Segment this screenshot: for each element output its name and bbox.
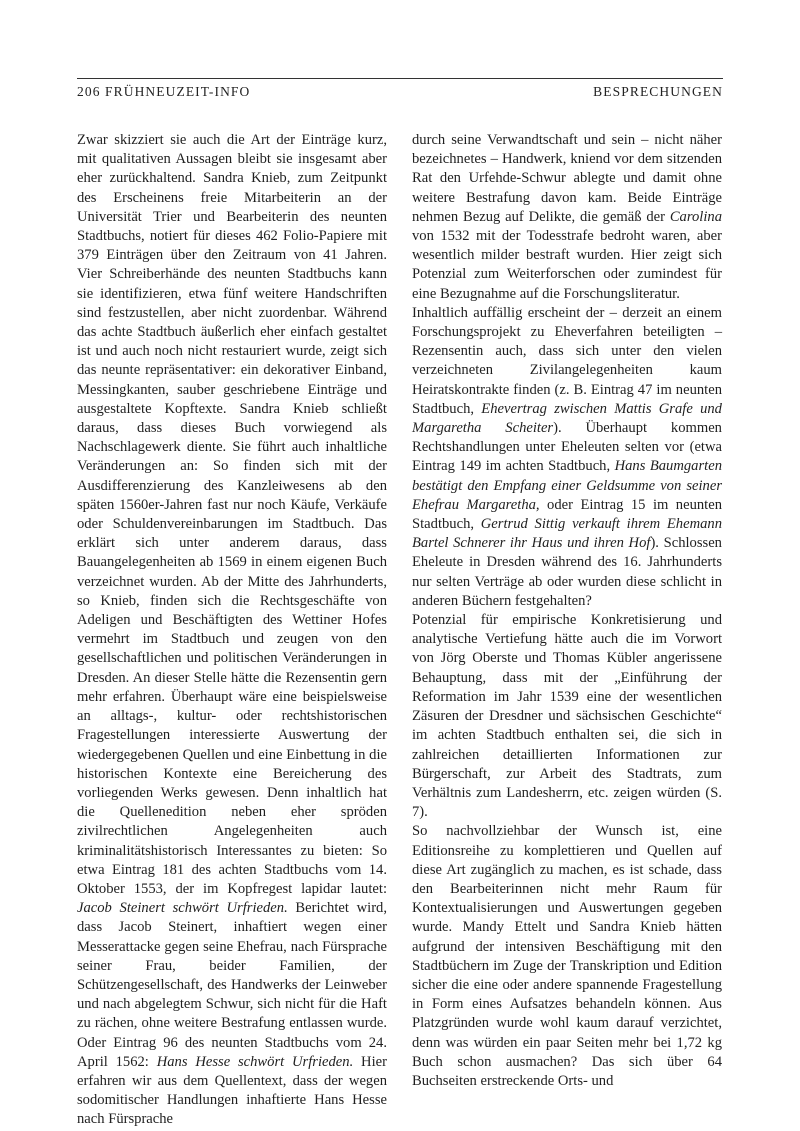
italic-regest: Gertrud Sittig verkauft ihrem Ehemann Bartel Schnerer ihr Haus und ihren Hof bbox=[412, 516, 722, 552]
text-run: von 1532 mit der Todesstrafe bedroht waren, aber wesentlich milder bestraft wurden. Hier zeigt sich Potenzial zum Weiterforschen oder zumindest für eine Bezugnahme auf die Forschungsliteratur. bbox=[412, 228, 722, 302]
text-run: Berichtet wird, dass Jacob Steinert, inhaftiert wegen einer Messerattacke gegen seine Ehefrau, nach Fürsprache seiner Frau, beider Familien, der Schützengesellschaft, des Handwerks der Leinweber und nach abgelegtem Schwur, sich nicht für die Haft zu rächen, ohne weitere Bestrafung entlassen wurde. Oder Eintrag 96 des neunten Stadtbuchs vom 24. April 1562: bbox=[77, 900, 387, 1070]
paragraph: Potenzial für empirische Konkretisierung und analytische Vertiefung hätte auch die im Vorwort von Jörg Oberste und Thomas Kübler angerissene Behauptung, dass mit der „Einführung der Reformation im Jahr 1539 eine der wesentlichen Zäsuren der Dresdner und sächsischen Geschichte“ im achten Stadtbuch enthalten sei, die sich in zahlreichen detaillierten Informationen zur Bürgerschaft, zur Arbeit des Stadtrats, zum Verhältnis zum Landesherrn, etc. zeigen würden (S. 7). bbox=[412, 612, 722, 821]
text-run: durch seine Verwandtschaft und sein – nicht näher bezeichnetes – Handwerk, kniend vor dem sitzenden Rat den Urfehde-Schwur ablegte und damit ohne weitere Bestrafung davon kam. Beide Einträge nehmen Bezug auf Delikte, die gemäß der bbox=[412, 132, 722, 225]
paragraph: So nachvollziehbar der Wunsch ist, eine Editionsreihe zu komplettieren und Quellen auf diese Art zugänglich zu machen, es ist schade, dass den Bearbeiterinnen nicht mehr Raum für Kontextualisierungen und Auswertungen gegeben wurde. Mandy Ettelt und Sandra Knieb hätten aufgrund der intensiven Beschäftigung mit den Stadtbüchern im Zuge der Transkription und Edition sicher die eine oder andere spannende Fragestellung in Form eines Aufsatzes behandeln können. Aus Platzgründen wurde wohl kaum darauf verzichtet, denn was würden ein paar Seiten mehr bei 1,72 kg Buch schon ausmachen? Das sich über 64 Buchseiten erstreckende Orts- und bbox=[412, 823, 722, 1089]
paragraph bbox=[77, 131, 387, 1130]
paragraph bbox=[412, 131, 722, 304]
text-run: Inhaltlich auffällig erscheint der – derzeit an einem Forschungsprojekt zu Eheverfahren beteiligten – Rezensentin auch, dass sich unter den vielen verzeichneten Zivilangelegenheiten kaum Heiratskontrakte finden (z. B. Eintrag 47 im neunten Stadtbuch, bbox=[412, 304, 722, 417]
italic-regest: Hans Baumgarten bestätigt den Empfang einer Geldsumme von seiner Ehefrau Margaretha, bbox=[412, 458, 722, 513]
running-header bbox=[77, 78, 723, 101]
right-column bbox=[412, 131, 722, 1091]
text-run: Zwar skizziert sie auch die Art der Einträge kurz, mit qualitativen Aussagen bleibt sie insgesamt aber eher zurückhaltend. Sandra Knieb, zum Zeitpunkt des Erscheinens freie Mitarbeiterin an der Universität Trier und Bearbeiterin des neunten Stadtbuchs, notiert für dieses 462 Folio-Papiere mit 379 Einträgen über den Zeitraum von 41 Jahren. Vier Schreiberhände des neunten Stadtbuchs kann sie identifizieren, etwa fünf weitere Handschriften sind festzustellen, aber nicht zuordenbar. Während das achte Stadtbuch äußerlich eher einfach gestaltet ist und auch noch nicht restauriert wurde, zeigt sich das neunte repräsentativer: ein dekorativer Einband, Messingkanten, sauber geschriebene Einträge und ausgestaltete Kopftexte. Sandra Knieb schließt daraus, dass dieses Buch vorwiegend als Nachschlagewerk diente. Sie führt auch inhaltliche Veränderungen an: So finden sich mit der Ausdifferenzierung des Kanzleiwesens ab den späten 1560er-Jahren fast nur noch Käufe, Verkäufe oder Schuldenvereinbarungen im Stadtbuch. Das erklärt sich unter anderem daraus, dass Bauangelegenheiten ab 1569 in einem eigenen Buch verzeichnet wurden. Ab der Mitte des Jahrhunderts, so Knieb, finden sich die Rechtsgeschäfte von Adeligen und Beschäftigten des Wettiner Hofes vermehrt im Stadtbuch und zeugen von den gesellschaftlichen und politischen Veränderungen in Dresden. An dieser Stelle hätte die Rezensentin gern mehr erfahren. Überhaupt wäre eine beispielsweise an alltags-, kultur- oder rechtshistorischen Fragestellungen interessierte Auswertung der wiedergegebenen Quellen und eine Einbettung in die historischen Kontexte eine Bereicherung des vorliegenden Werks gewesen. Denn inhaltlich hat die Quellenedition neben eher spröden zivilrechtlichen Angelegenheiten auch kriminalitätshistorisch Interessantes zu bieten: So etwa Eintrag 181 des achten Stadtbuchs vom 14. Oktober 1553, der im Kopfregest lapidar lautet: bbox=[77, 132, 387, 897]
italic-regest: Ehevertrag zwischen Mattis Grafe und Margaretha Scheiter bbox=[412, 400, 722, 437]
paragraph bbox=[412, 304, 722, 611]
italic-regest: Hans Hesse schwört Urfrieden. bbox=[156, 1053, 354, 1070]
section-title: BESPRECHUNGEN bbox=[593, 84, 723, 99]
text-run: Hier erfahren wir aus dem Quellentext, dass der wegen sodomitischer Handlungen inhaftierte Hans Hesse nach Fürsprache bbox=[77, 1053, 387, 1128]
text-run: ). Schlossen Eheleute in Dresden während des 16. Jahrhunderts nur selten Verträge ab oder wurden diese schlicht in anderen Büchern festgehalten? bbox=[412, 535, 722, 609]
text-run: ). Überhaupt kommen Rechtshandlungen unter Eheleuten selten vor (etwa Eintrag 149 im achten Stadtbuch, bbox=[412, 420, 722, 475]
left-column bbox=[77, 131, 387, 1130]
page-number-journal: 206 FRÜHNEUZEIT-INFO bbox=[77, 84, 251, 99]
text-run: oder Eintrag 15 im neunten Stadtbuch, bbox=[412, 496, 723, 533]
italic-regest: Jacob Steinert schwört Urfrieden. bbox=[77, 900, 288, 917]
italic-term: Carolina bbox=[669, 208, 722, 225]
